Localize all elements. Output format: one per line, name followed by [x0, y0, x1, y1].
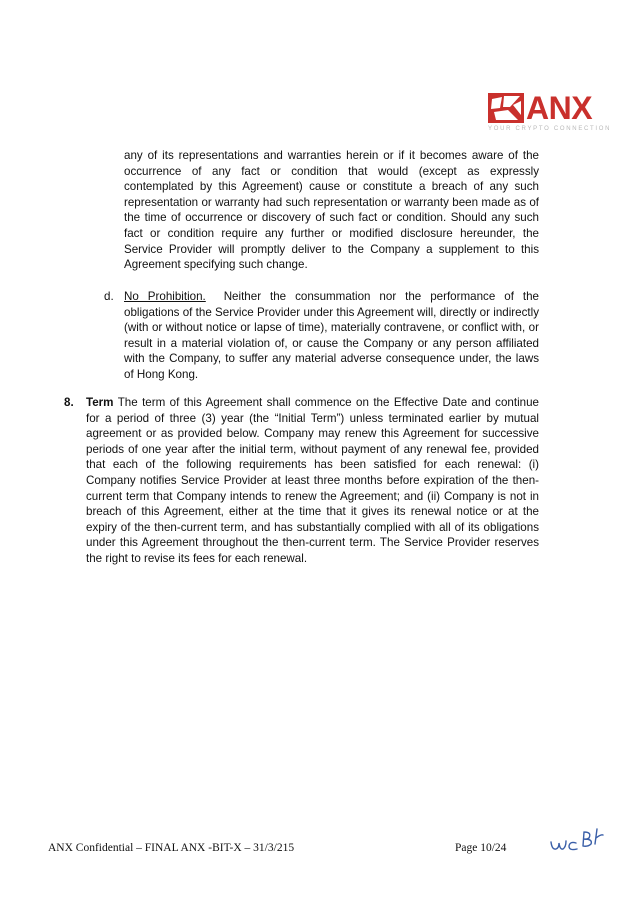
logo-tagline: YOUR CRYPTO CONNECTION: [488, 126, 612, 132]
section-8-text: The term of this Agreement shall commence on the Effective Date and continue for a period of three (3) year (the “Initial Term”) unless terminated earlier by mutual agreement or as provided below. Company may renew this Agreement for successive periods of one year after the initial term, without payment of any renewal fee, provided that each of the following requirements has been satisfied for each renewal: (i) Company notifies Service Provider at least three months before expiration of the then-current term that Company intends to renew the Agreement; and (ii) Company is not in breach of this Agreement, either at the time that it gives its renewal notice or at the expiry of the then-current term, and has substantially complied with all of its obligations under this Agreement throughout the then-current term. The Service Provider reserves the right to revise its fees for each renewal.: [86, 396, 540, 565]
item-d-marker: d.: [104, 290, 114, 303]
anx-logo-mark-icon: [488, 93, 524, 123]
item-d-text: Neither the consummation nor the performance of the obligations of the Service Provider under this Agreement will, directly or indirectly (with or without notice or lapse of time), materially contravene, or conflict with, or result in a material violation of, or cause the Company or any person affiliated with the Company, to suffer any material adverse consequence under, the laws of Hong Kong.: [124, 290, 539, 381]
section-8-number: 8.: [64, 396, 74, 409]
logo-brand-text: ANX: [526, 90, 593, 126]
item-d-paragraph: [124, 289, 539, 383]
section-8-paragraph: [86, 395, 539, 567]
item-d-heading: No Prohibition.: [124, 290, 206, 303]
section-8-heading: Term: [86, 396, 114, 409]
company-logo: [488, 90, 614, 137]
continuation-paragraph: any of its representations and warranties herein or if it becomes aware of the occurrence of any fact or condition that would (except as expressly contemplated by this Agreement) cause or constitute a breach of any such representation or warranty had such representation or warranty been made as of the time of occurrence or discovery of such fact or condition. Should any such fact or condition require any further or modified disclosure hereunder, the Service Provider will promptly deliver to the Company a supplement to this Agreement specifying such change.: [124, 149, 539, 272]
footer-confidential: ANX Confidential – FINAL ANX -BIT-X – 31/3/215: [48, 842, 295, 854]
handwritten-initials: [548, 826, 606, 860]
footer-page-number: Page 10/24: [455, 842, 507, 854]
